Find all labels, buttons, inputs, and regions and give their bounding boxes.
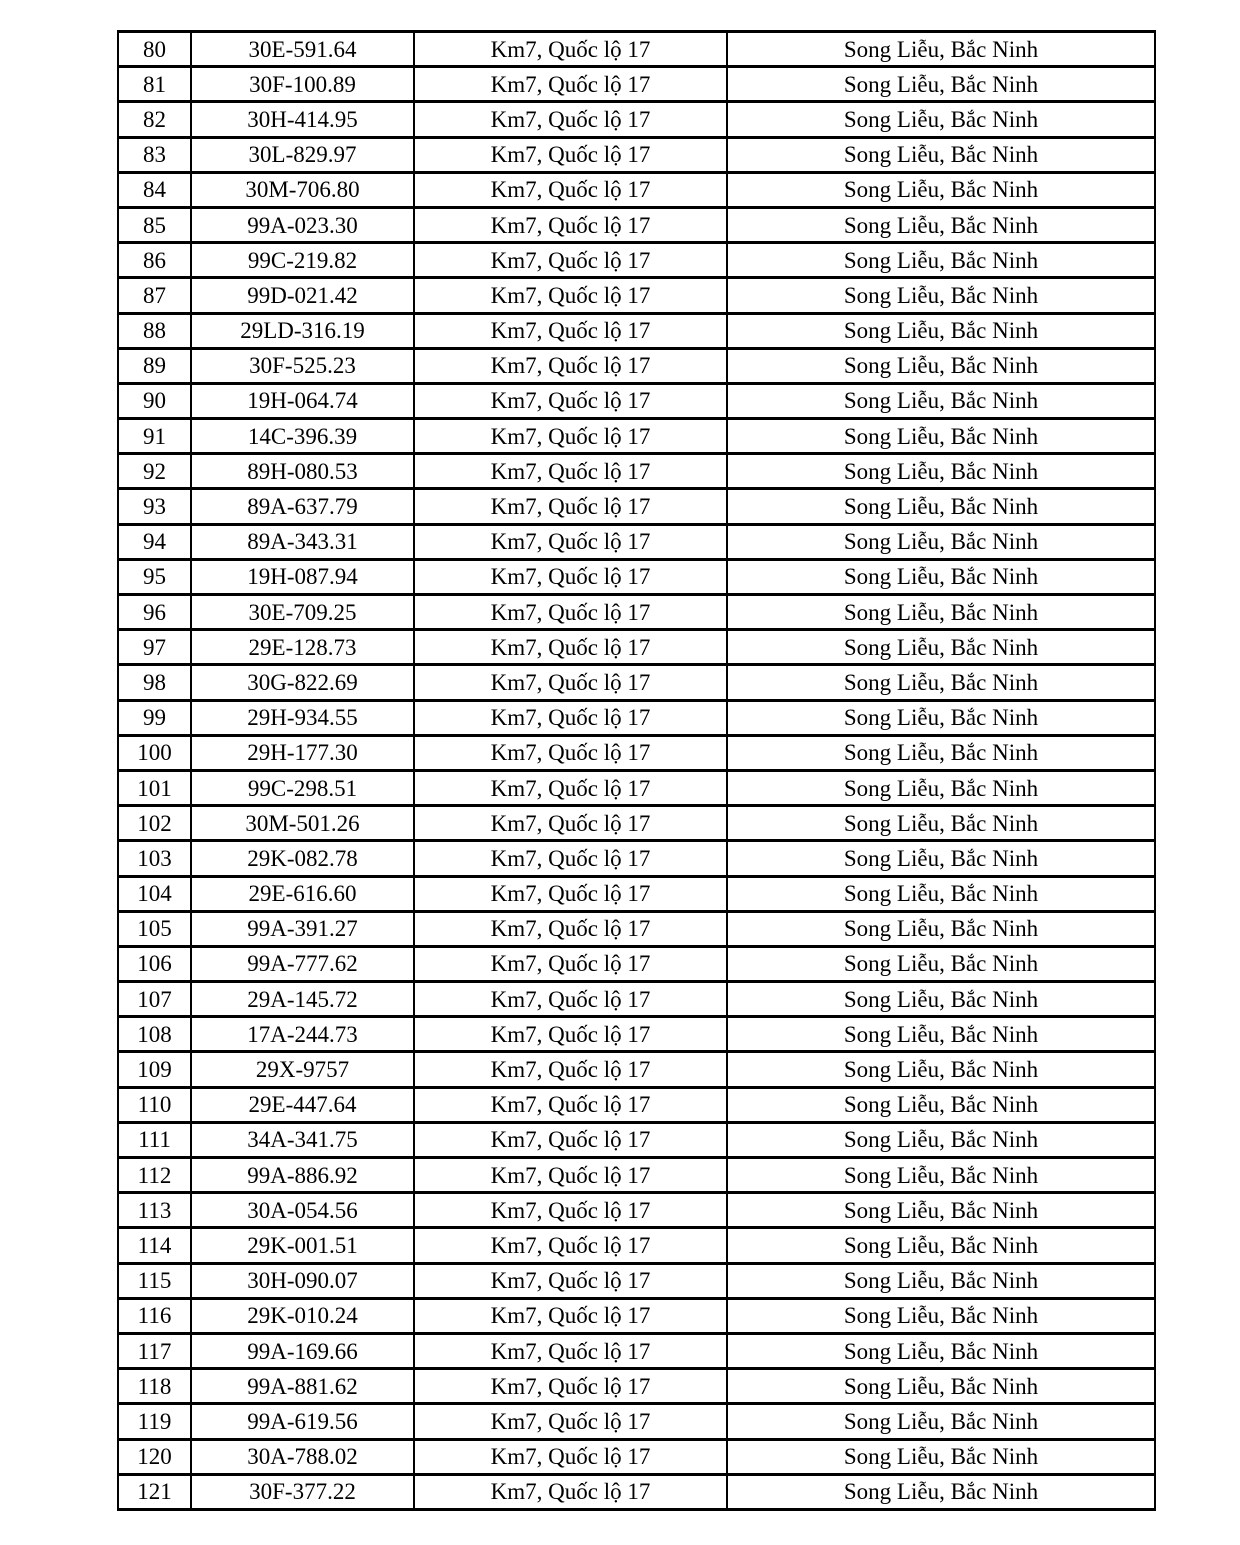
table-row [118, 383, 1155, 418]
plate-number-cell: 17A-244.73 [191, 1017, 414, 1052]
row-number-cell: 103 [118, 841, 191, 876]
row-number-cell: 111 [118, 1122, 191, 1157]
plate-number-cell: 30L-829.97 [191, 137, 414, 172]
area-cell: Song Liễu, Bắc Ninh [727, 1369, 1155, 1404]
table-row [118, 313, 1155, 348]
plate-number-cell: 29K-001.51 [191, 1228, 414, 1263]
table-row [118, 665, 1155, 700]
row-number-cell: 88 [118, 313, 191, 348]
table-row [118, 1052, 1155, 1087]
plate-number-cell: 29A-145.72 [191, 982, 414, 1017]
location-cell: Km7, Quốc lộ 17 [414, 1193, 727, 1228]
area-cell: Song Liễu, Bắc Ninh [727, 32, 1155, 67]
row-number-cell: 102 [118, 806, 191, 841]
table-row [118, 137, 1155, 172]
location-cell: Km7, Quốc lộ 17 [414, 172, 727, 207]
location-cell: Km7, Quốc lộ 17 [414, 1087, 727, 1122]
table-row [118, 946, 1155, 981]
table-row [118, 982, 1155, 1017]
area-cell: Song Liễu, Bắc Ninh [727, 1052, 1155, 1087]
location-cell: Km7, Quốc lộ 17 [414, 1158, 727, 1193]
plate-number-cell: 99A-886.92 [191, 1158, 414, 1193]
plate-number-cell: 99A-391.27 [191, 911, 414, 946]
plate-number-cell: 99A-023.30 [191, 207, 414, 242]
location-cell: Km7, Quốc lộ 17 [414, 524, 727, 559]
area-cell: Song Liễu, Bắc Ninh [727, 313, 1155, 348]
area-cell: Song Liễu, Bắc Ninh [727, 1228, 1155, 1263]
area-cell: Song Liễu, Bắc Ninh [727, 876, 1155, 911]
location-cell: Km7, Quốc lộ 17 [414, 559, 727, 594]
location-cell: Km7, Quốc lộ 17 [414, 383, 727, 418]
area-cell: Song Liễu, Bắc Ninh [727, 946, 1155, 981]
table-row [118, 419, 1155, 454]
location-cell: Km7, Quốc lộ 17 [414, 665, 727, 700]
table-row [118, 207, 1155, 242]
plate-number-cell: 89H-080.53 [191, 454, 414, 489]
row-number-cell: 97 [118, 630, 191, 665]
location-cell: Km7, Quốc lộ 17 [414, 700, 727, 735]
area-cell: Song Liễu, Bắc Ninh [727, 1333, 1155, 1368]
table-row [118, 102, 1155, 137]
row-number-cell: 85 [118, 207, 191, 242]
location-cell: Km7, Quốc lộ 17 [414, 1404, 727, 1439]
location-cell: Km7, Quốc lộ 17 [414, 32, 727, 67]
row-number-cell: 114 [118, 1228, 191, 1263]
row-number-cell: 113 [118, 1193, 191, 1228]
plate-number-cell: 30E-591.64 [191, 32, 414, 67]
area-cell: Song Liễu, Bắc Ninh [727, 454, 1155, 489]
area-cell: Song Liễu, Bắc Ninh [727, 348, 1155, 383]
location-cell: Km7, Quốc lộ 17 [414, 489, 727, 524]
area-cell: Song Liễu, Bắc Ninh [727, 1439, 1155, 1474]
location-cell: Km7, Quốc lộ 17 [414, 243, 727, 278]
row-number-cell: 93 [118, 489, 191, 524]
table-row [118, 524, 1155, 559]
area-cell: Song Liễu, Bắc Ninh [727, 137, 1155, 172]
plate-number-cell: 30M-501.26 [191, 806, 414, 841]
table-row [118, 348, 1155, 383]
table-row [118, 911, 1155, 946]
row-number-cell: 116 [118, 1298, 191, 1333]
location-cell: Km7, Quốc lộ 17 [414, 982, 727, 1017]
location-cell: Km7, Quốc lộ 17 [414, 770, 727, 805]
table-row [118, 1404, 1155, 1439]
table-row [118, 1263, 1155, 1298]
area-cell: Song Liễu, Bắc Ninh [727, 1404, 1155, 1439]
plate-number-cell: 29E-128.73 [191, 630, 414, 665]
table-row [118, 1228, 1155, 1263]
location-cell: Km7, Quốc lộ 17 [414, 595, 727, 630]
plate-number-cell: 99A-881.62 [191, 1369, 414, 1404]
location-cell: Km7, Quốc lộ 17 [414, 1369, 727, 1404]
location-cell: Km7, Quốc lộ 17 [414, 454, 727, 489]
area-cell: Song Liễu, Bắc Ninh [727, 770, 1155, 805]
area-cell: Song Liễu, Bắc Ninh [727, 102, 1155, 137]
row-number-cell: 80 [118, 32, 191, 67]
row-number-cell: 86 [118, 243, 191, 278]
row-number-cell: 109 [118, 1052, 191, 1087]
location-cell: Km7, Quốc lộ 17 [414, 1298, 727, 1333]
area-cell: Song Liễu, Bắc Ninh [727, 524, 1155, 559]
area-cell: Song Liễu, Bắc Ninh [727, 67, 1155, 102]
table-row [118, 1087, 1155, 1122]
area-cell: Song Liễu, Bắc Ninh [727, 1158, 1155, 1193]
area-cell: Song Liễu, Bắc Ninh [727, 207, 1155, 242]
row-number-cell: 82 [118, 102, 191, 137]
table-row [118, 1474, 1155, 1509]
table-row [118, 1369, 1155, 1404]
area-cell: Song Liễu, Bắc Ninh [727, 630, 1155, 665]
row-number-cell: 84 [118, 172, 191, 207]
table-row [118, 1122, 1155, 1157]
location-cell: Km7, Quốc lộ 17 [414, 1017, 727, 1052]
vehicle-plate-table [117, 30, 1156, 1511]
plate-number-cell: 29E-616.60 [191, 876, 414, 911]
location-cell: Km7, Quốc lộ 17 [414, 911, 727, 946]
table-row [118, 172, 1155, 207]
table-row [118, 32, 1155, 67]
area-cell: Song Liễu, Bắc Ninh [727, 383, 1155, 418]
plate-number-cell: 29LD-316.19 [191, 313, 414, 348]
table-row [118, 876, 1155, 911]
row-number-cell: 95 [118, 559, 191, 594]
table-row [118, 67, 1155, 102]
plate-number-cell: 30A-054.56 [191, 1193, 414, 1228]
row-number-cell: 100 [118, 735, 191, 770]
location-cell: Km7, Quốc lộ 17 [414, 1263, 727, 1298]
plate-number-cell: 30F-377.22 [191, 1474, 414, 1509]
table-row [118, 243, 1155, 278]
row-number-cell: 119 [118, 1404, 191, 1439]
table-row [118, 1298, 1155, 1333]
row-number-cell: 121 [118, 1474, 191, 1509]
table-row [118, 770, 1155, 805]
row-number-cell: 89 [118, 348, 191, 383]
area-cell: Song Liễu, Bắc Ninh [727, 1298, 1155, 1333]
row-number-cell: 92 [118, 454, 191, 489]
plate-number-cell: 89A-343.31 [191, 524, 414, 559]
location-cell: Km7, Quốc lộ 17 [414, 348, 727, 383]
table-row [118, 559, 1155, 594]
plate-number-cell: 30H-414.95 [191, 102, 414, 137]
location-cell: Km7, Quốc lộ 17 [414, 1439, 727, 1474]
area-cell: Song Liễu, Bắc Ninh [727, 1017, 1155, 1052]
plate-number-cell: 30G-822.69 [191, 665, 414, 700]
table-row [118, 454, 1155, 489]
location-cell: Km7, Quốc lộ 17 [414, 102, 727, 137]
location-cell: Km7, Quốc lộ 17 [414, 1228, 727, 1263]
location-cell: Km7, Quốc lộ 17 [414, 841, 727, 876]
table-row [118, 1193, 1155, 1228]
row-number-cell: 108 [118, 1017, 191, 1052]
area-cell: Song Liễu, Bắc Ninh [727, 1087, 1155, 1122]
row-number-cell: 94 [118, 524, 191, 559]
table-row [118, 735, 1155, 770]
row-number-cell: 118 [118, 1369, 191, 1404]
plate-number-cell: 30F-525.23 [191, 348, 414, 383]
plate-number-cell: 30A-788.02 [191, 1439, 414, 1474]
table-row [118, 1158, 1155, 1193]
table-row [118, 489, 1155, 524]
row-number-cell: 101 [118, 770, 191, 805]
location-cell: Km7, Quốc lộ 17 [414, 806, 727, 841]
area-cell: Song Liễu, Bắc Ninh [727, 1474, 1155, 1509]
area-cell: Song Liễu, Bắc Ninh [727, 1122, 1155, 1157]
plate-number-cell: 99A-777.62 [191, 946, 414, 981]
row-number-cell: 120 [118, 1439, 191, 1474]
table-row [118, 806, 1155, 841]
area-cell: Song Liễu, Bắc Ninh [727, 735, 1155, 770]
location-cell: Km7, Quốc lộ 17 [414, 946, 727, 981]
area-cell: Song Liễu, Bắc Ninh [727, 982, 1155, 1017]
plate-number-cell: 29K-010.24 [191, 1298, 414, 1333]
area-cell: Song Liễu, Bắc Ninh [727, 559, 1155, 594]
plate-number-cell: 99C-219.82 [191, 243, 414, 278]
area-cell: Song Liễu, Bắc Ninh [727, 806, 1155, 841]
row-number-cell: 87 [118, 278, 191, 313]
plate-number-cell: 29X-9757 [191, 1052, 414, 1087]
table-row [118, 1439, 1155, 1474]
row-number-cell: 107 [118, 982, 191, 1017]
location-cell: Km7, Quốc lộ 17 [414, 630, 727, 665]
area-cell: Song Liễu, Bắc Ninh [727, 841, 1155, 876]
table-row [118, 841, 1155, 876]
location-cell: Km7, Quốc lộ 17 [414, 313, 727, 348]
plate-number-cell: 19H-064.74 [191, 383, 414, 418]
table-row [118, 630, 1155, 665]
area-cell: Song Liễu, Bắc Ninh [727, 1193, 1155, 1228]
location-cell: Km7, Quốc lộ 17 [414, 1333, 727, 1368]
row-number-cell: 90 [118, 383, 191, 418]
location-cell: Km7, Quốc lộ 17 [414, 876, 727, 911]
location-cell: Km7, Quốc lộ 17 [414, 735, 727, 770]
row-number-cell: 112 [118, 1158, 191, 1193]
area-cell: Song Liễu, Bắc Ninh [727, 243, 1155, 278]
row-number-cell: 115 [118, 1263, 191, 1298]
row-number-cell: 99 [118, 700, 191, 735]
row-number-cell: 91 [118, 419, 191, 454]
location-cell: Km7, Quốc lộ 17 [414, 419, 727, 454]
plate-number-cell: 99D-021.42 [191, 278, 414, 313]
table-row [118, 1017, 1155, 1052]
location-cell: Km7, Quốc lộ 17 [414, 1122, 727, 1157]
location-cell: Km7, Quốc lộ 17 [414, 1052, 727, 1087]
row-number-cell: 117 [118, 1333, 191, 1368]
plate-number-cell: 29K-082.78 [191, 841, 414, 876]
plate-number-cell: 34A-341.75 [191, 1122, 414, 1157]
row-number-cell: 110 [118, 1087, 191, 1122]
location-cell: Km7, Quốc lộ 17 [414, 1474, 727, 1509]
plate-number-cell: 29E-447.64 [191, 1087, 414, 1122]
area-cell: Song Liễu, Bắc Ninh [727, 700, 1155, 735]
row-number-cell: 104 [118, 876, 191, 911]
area-cell: Song Liễu, Bắc Ninh [727, 172, 1155, 207]
table-row [118, 595, 1155, 630]
area-cell: Song Liễu, Bắc Ninh [727, 911, 1155, 946]
plate-number-cell: 30E-709.25 [191, 595, 414, 630]
table-body [118, 32, 1155, 1510]
location-cell: Km7, Quốc lộ 17 [414, 137, 727, 172]
plate-number-cell: 99A-169.66 [191, 1333, 414, 1368]
row-number-cell: 106 [118, 946, 191, 981]
area-cell: Song Liễu, Bắc Ninh [727, 665, 1155, 700]
plate-number-cell: 30M-706.80 [191, 172, 414, 207]
row-number-cell: 81 [118, 67, 191, 102]
plate-number-cell: 30F-100.89 [191, 67, 414, 102]
plate-number-cell: 19H-087.94 [191, 559, 414, 594]
area-cell: Song Liễu, Bắc Ninh [727, 1263, 1155, 1298]
row-number-cell: 96 [118, 595, 191, 630]
table-row [118, 1333, 1155, 1368]
area-cell: Song Liễu, Bắc Ninh [727, 489, 1155, 524]
plate-number-cell: 29H-177.30 [191, 735, 414, 770]
plate-number-cell: 99A-619.56 [191, 1404, 414, 1439]
area-cell: Song Liễu, Bắc Ninh [727, 595, 1155, 630]
row-number-cell: 98 [118, 665, 191, 700]
plate-number-cell: 99C-298.51 [191, 770, 414, 805]
plate-number-cell: 14C-396.39 [191, 419, 414, 454]
area-cell: Song Liễu, Bắc Ninh [727, 419, 1155, 454]
table-row [118, 278, 1155, 313]
plate-number-cell: 29H-934.55 [191, 700, 414, 735]
row-number-cell: 83 [118, 137, 191, 172]
table-row [118, 700, 1155, 735]
location-cell: Km7, Quốc lộ 17 [414, 67, 727, 102]
area-cell: Song Liễu, Bắc Ninh [727, 278, 1155, 313]
plate-number-cell: 30H-090.07 [191, 1263, 414, 1298]
row-number-cell: 105 [118, 911, 191, 946]
location-cell: Km7, Quốc lộ 17 [414, 278, 727, 313]
plate-number-cell: 89A-637.79 [191, 489, 414, 524]
location-cell: Km7, Quốc lộ 17 [414, 207, 727, 242]
